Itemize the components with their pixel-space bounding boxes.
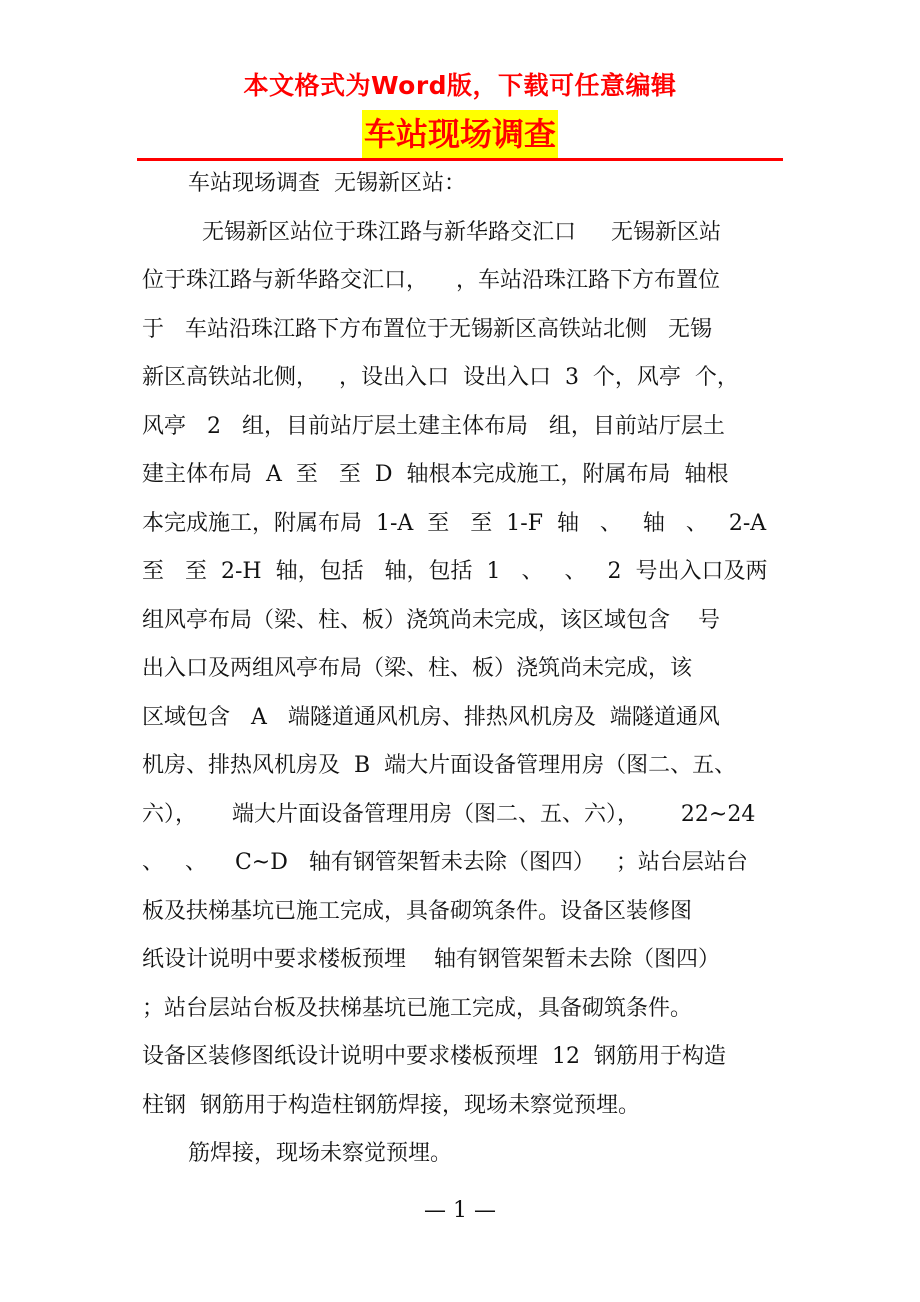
body-paragraph-line: 建主体布局 A 至 至 D 轴根本完成施工，附属布局 轴根 (142, 462, 729, 487)
document-title: 车站现场调查 (362, 110, 558, 158)
body-paragraph-line: 至 至 2-H 轴，包括 轴，包括 1 、 、 2 号出入口及两 (142, 559, 768, 584)
body-paragraph-line: 出入口及两组风亭布局（梁、柱、板）浇筑尚未完成，该 (142, 656, 693, 681)
body-paragraph-line: ；站台层站台板及扶梯基坑已施工完成，具备砌筑条件。 (142, 995, 693, 1021)
body-paragraph-line: 位于珠江路与新华路交汇口， ，车站沿珠江路下方布置位 (142, 268, 720, 293)
body-paragraph-line: 六）， 端大片面设备管理用房（图二、五、六）， 22~24 (142, 801, 756, 827)
body-paragraph-line: 组风亭布局（梁、柱、板）浇筑尚未完成，该区域包含 号 (142, 607, 720, 633)
body-paragraph-line: 设备区装修图纸设计说明中要求楼板预埋 12 钢筋用于构造 (142, 1044, 726, 1069)
body-paragraph-line: 板及扶梯基坑已施工完成，具备砌筑条件。设备区装修图 (142, 898, 693, 924)
page-number: — 1 — (424, 1198, 496, 1223)
body-paragraph-line: 新区高铁站北侧， ，设出入口 设出入口 3 个，风亭 个， (142, 365, 739, 390)
body-paragraph-line: 本完成施工，附属布局 1-A 至 至 1-F 轴 、 轴 、 2-A (142, 510, 767, 536)
body-intro-line: 车站现场调查 无锡新区站： (188, 171, 466, 196)
body-paragraph-line: 区域包含 A 端隧道通风机房、排热风机房及 端隧道通风 (142, 704, 720, 730)
format-notice-banner: 本文格式为Word版，下载可任意编辑 (243, 71, 677, 100)
body-paragraph-line: 风亭 2 组，目前站厅层土建主体布局 组，目前站厅层土 (142, 413, 725, 439)
body-paragraph-line: 纸设计说明中要求楼板预埋 轴有钢管架暂未去除（图四） (142, 947, 720, 972)
body-paragraph-line: 、 、 C~D 轴有钢管架暂未去除（图四） ；站台层站台 (142, 850, 748, 875)
title-container (0, 110, 920, 158)
body-paragraph-line: 无锡新区站位于珠江路与新华路交汇口 无锡新区站 (202, 219, 721, 245)
body-paragraph-line: 柱钢 钢筋用于构造柱钢筋焊接，现场未察觉预埋。 (142, 1092, 640, 1118)
document-body (142, 160, 782, 1179)
body-paragraph-line: 于 车站沿珠江路下方布置位于无锡新区高铁站北侧 无锡 (142, 316, 712, 342)
body-paragraph-line: 机房、排热风机房及 B 端大片面设备管理用房（图二、五、 (142, 753, 737, 778)
body-closing-line: 筋焊接，现场未察觉预埋。 (188, 1141, 453, 1166)
